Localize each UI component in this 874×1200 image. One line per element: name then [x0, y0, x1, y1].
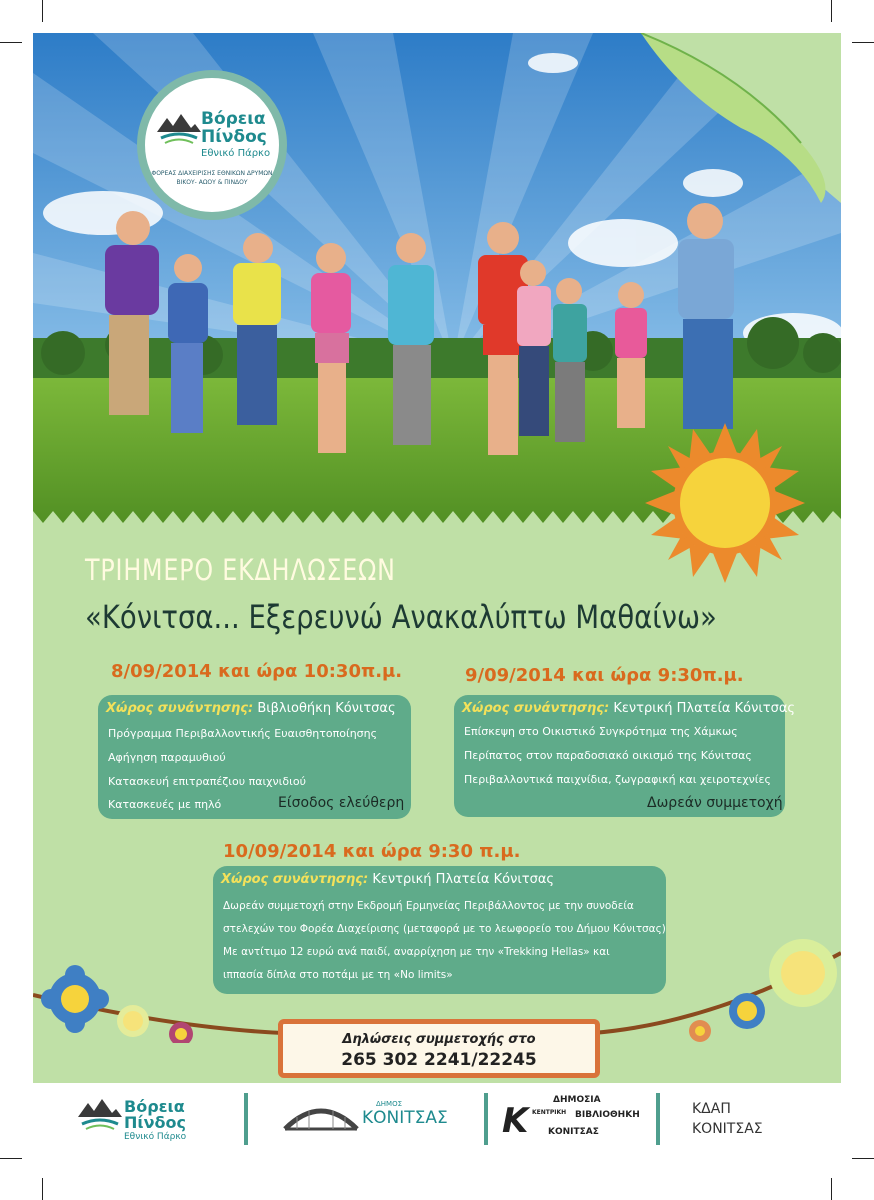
crop-mark [0, 42, 22, 43]
sponsor-municipality: ΚΟΝΙΤΣΑΣ [362, 1108, 448, 1128]
sponsor-park-line3: Εθνικό Πάρκο [124, 1132, 187, 1142]
sponsor-municipality-small: ΔΗΜΟΣ [376, 1100, 403, 1108]
activity-item: Περιβαλλοντικά παιχνίδια, ζωγραφική και χειροτεχνίες [464, 773, 771, 786]
activity-item: Αφήγηση παραμυθιού [108, 751, 226, 764]
meeting-place [462, 701, 795, 716]
national-park-logo [137, 70, 287, 220]
meeting-place-label: Χώρος συνάντησης: [462, 701, 610, 716]
sponsor-kdap-line1: ΚΔΑΠ [692, 1101, 731, 1117]
sponsor-divider [244, 1093, 248, 1145]
event-date: 8/09/2014 και ώρα 10:30π.μ. [111, 661, 403, 682]
logo-authority: ΦΟΡΕΑΣ ΔΙΑΧΕΙΡΙΣΗΣ ΕΘΝΙΚΩΝ ΔΡΥΜΩΝ ΒΙΚΟΥ- ΑΩΟΥ & ΠΙΝΔΟΥ [151, 170, 273, 186]
crop-mark [852, 42, 874, 43]
event-date: 10/09/2014 και ώρα 9:30 π.μ. [223, 841, 521, 862]
sponsor-library-line3: ΚΟΝΙΤΣΑΣ [548, 1127, 599, 1137]
meeting-place-label: Χώρος συνάντησης: [106, 701, 254, 716]
sponsor-park-line2: Πίνδος [124, 1113, 186, 1132]
entry-note: Είσοδος ελεύθερη [278, 795, 405, 811]
entry-note: Δωρεάν συμμετοχή [647, 795, 783, 811]
bridge-icon [283, 1099, 359, 1133]
event-box [454, 695, 796, 817]
activity-item: στελεχών του Φορέα Διαχείρισης (μεταφορά με το λεωφορείο του Δήμου Κόνιτσας) [223, 923, 666, 935]
logo-title-line2: Πίνδος [201, 127, 267, 147]
sponsor-kdap-line2: ΚΟΝΙΤΣΑΣ [692, 1121, 763, 1137]
sponsor-park-line1: Βόρεια [124, 1097, 185, 1116]
meeting-place-value: Κεντρική Πλατεία Κόνιτσας [372, 872, 555, 887]
sponsors-bar [0, 1083, 874, 1200]
registration-label: Δηλώσεις συμμετοχής στο [342, 1032, 536, 1047]
mountain-icon [78, 1097, 122, 1133]
meeting-place-value: Βιβλιοθήκη Κόνιτσας [257, 701, 396, 716]
registration-contact [278, 1019, 600, 1078]
meeting-place-value: Κεντρική Πλατεία Κόνιτσας [613, 701, 796, 716]
event-subtitle: «Κόνιτσα... Εξερευνώ Ανακαλύπτω Μαθαίνω» [85, 598, 717, 636]
sponsor-library-line1: ΔΗΜΟΣΙΑ [553, 1095, 601, 1105]
activity-item: Περίπατος στον παραδοσιακό οικισμό της Κόνιτσας [464, 749, 752, 762]
activity-item: ιππασία δίπλα στο ποτάμι με τη «No limits» [223, 969, 453, 981]
crop-mark [42, 0, 43, 22]
mountain-icon [157, 112, 201, 146]
event-date: 9/09/2014 και ώρα 9:30π.μ. [465, 665, 744, 686]
sun-icon [645, 423, 805, 583]
event-series-title: ΤΡΙΗΜΕΡΟ ΕΚΔΗΛΩΣΕΩΝ [85, 553, 396, 587]
activity-item: Επίσκεψη στο Οικιστικό Συγκρότημα της Χάμκως [464, 725, 738, 738]
sponsor-library-line2: ΒΙΒΛΙΟΘΗΚΗ [575, 1110, 640, 1120]
activity-item: Δωρεάν συμμετοχή στην Εκδρομή Ερμηνείας Περιβάλλοντος με την συνοδεία [223, 900, 634, 912]
event-box [98, 695, 411, 819]
page-curl-decoration [621, 33, 841, 213]
registration-phone[interactable]: 265 302 2241/22245 [341, 1050, 537, 1070]
event-poster [33, 33, 841, 1083]
activity-item: Με αντίτιμο 12 ευρώ ανά παιδί, αναρρίχηση με την «Trekking Hellas» και [223, 946, 610, 958]
sponsor-divider [656, 1093, 660, 1145]
activity-item: Πρόγραμμα Περιβαλλοντικής Ευαισθητοποίησης [108, 727, 378, 740]
meeting-place [221, 872, 554, 887]
activity-item: Κατασκευές με πηλό [108, 798, 222, 811]
crop-mark [831, 0, 832, 22]
library-logo-letter: Κ [502, 1101, 529, 1141]
sponsor-library-side: ΚΕΝΤΡΙΚΗ [532, 1109, 567, 1116]
logo-subtitle: Εθνικό Πάρκο [201, 148, 271, 159]
meeting-place [106, 701, 396, 716]
meeting-place-label: Χώρος συνάντησης: [221, 872, 369, 887]
sponsor-divider [484, 1093, 488, 1145]
activity-item: Κατασκευή επιτραπέζιου παιχνιδιού [108, 775, 306, 788]
logo-title-line1: Βόρεια [201, 109, 266, 129]
